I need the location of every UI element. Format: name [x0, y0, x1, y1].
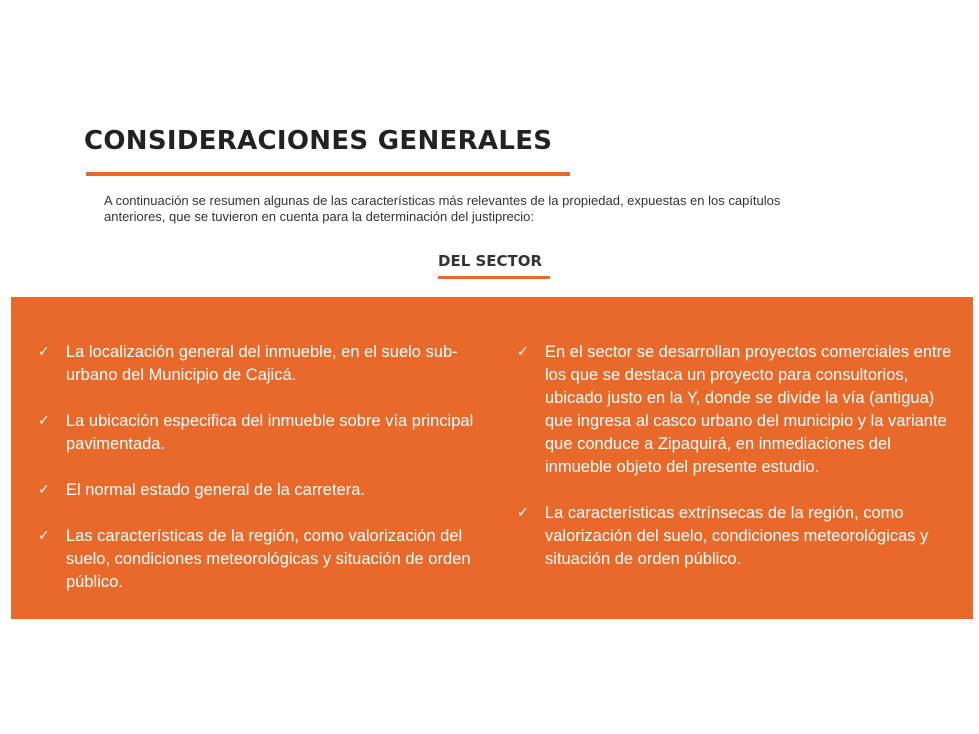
list-item [517, 502, 957, 571]
checkmark-icon: ✓ [38, 528, 50, 544]
list-item [38, 410, 478, 456]
page-title: CONSIDERACIONES GENERALES [84, 126, 553, 156]
list-item-text: El normal estado general de la carretera. [66, 481, 365, 499]
right-column [517, 341, 957, 594]
section-underline [438, 276, 550, 279]
list-item-text: La características extrínsecas de la región, como valorización del suelo, condiciones meteorológicas y situación de orden público. [545, 504, 929, 568]
section-heading: DEL SECTOR [438, 252, 543, 270]
checkmark-icon: ✓ [517, 505, 529, 521]
list-item [38, 479, 478, 502]
list-item-text: En el sector se desarrollan proyectos comerciales entre los que se destaca un proyecto para consultorios, ubicado justo en la Y, donde se divide la vía (antigua) que ingresa al casco urbano del municipio y la variante que conduce a Zipaquirá, en inmediaciones del inmueble objeto del presente estudio. [545, 343, 952, 476]
list-item [38, 525, 478, 594]
list-item [517, 341, 957, 479]
characteristics-panel [11, 297, 973, 619]
checkmark-icon: ✓ [38, 482, 50, 498]
checkmark-icon: ✓ [517, 344, 529, 360]
checkmark-icon: ✓ [38, 413, 50, 429]
list-item [38, 341, 478, 387]
intro-paragraph: A continuación se resumen algunas de las características más relevantes de la propiedad, expuestas en los capítulos anteriores, que se tuvieron en cuenta para la determinación del justiprecio: [104, 193, 781, 224]
checkmark-icon: ✓ [38, 344, 50, 360]
list-item-text: La ubicación especifica del inmueble sobre vía principal pavimentada. [66, 412, 474, 453]
title-underline [86, 172, 570, 176]
left-column [38, 341, 478, 617]
list-item-text: La localización general del inmueble, en el suelo sub-urbano del Municipio de Cajicá. [66, 343, 458, 384]
list-item-text: Las características de la región, como valorización del suelo, condiciones meteorológicas y situación de orden público. [66, 527, 471, 591]
